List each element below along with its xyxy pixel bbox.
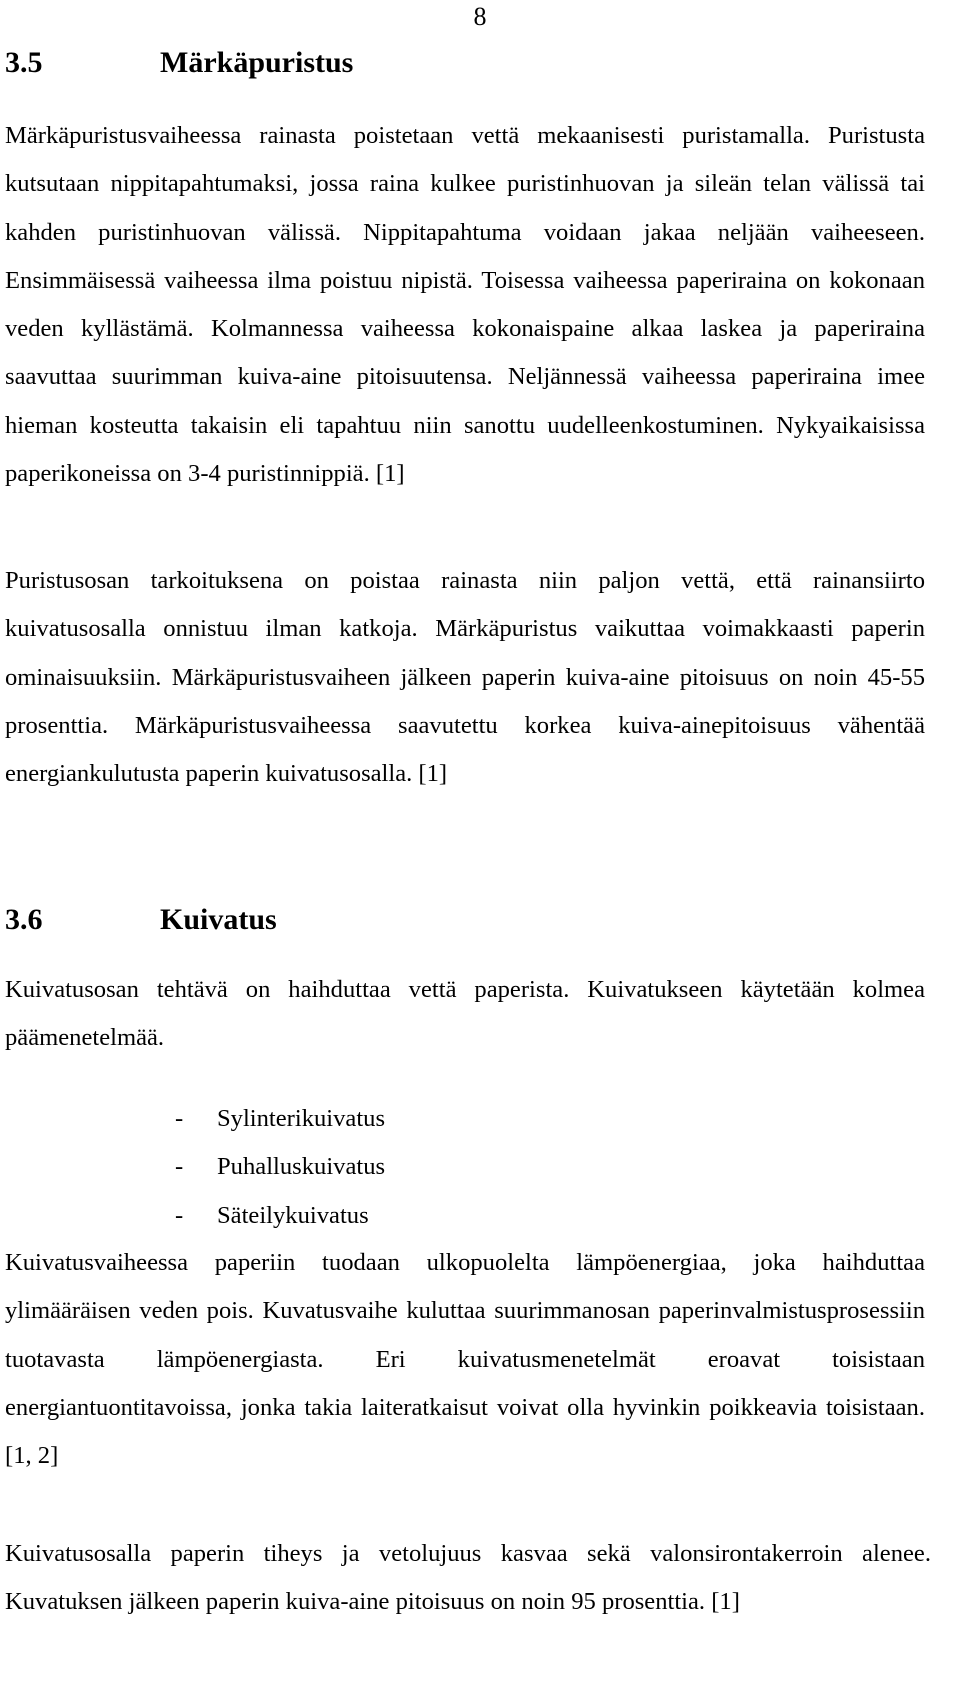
method-list [175,1095,385,1240]
list-marker: - [175,1153,184,1181]
paragraph: Märkäpuristusvaiheessa rainasta poistetaan vettä mekaanisesti puristamalla. Puristusta kutsutaan nippitapahtumaksi, jossa raina kulkee puristinhuovan ja sileän telan välissä tai kahden puristinhuovan välissä. Nippitapahtuma voidaan jakaa neljään vaiheeseen. Ensimmäisessä vaiheessa ilma poistuu nipistä. Toisessa vaiheessa paperiraina on kokonaan veden kyllästämä. Kolmannessa vaiheessa kokonaispaine alkaa laskea ja paperiraina saavuttaa suurimman kuiva-aine pitoisuutensa. Neljännessä vaiheessa paperiraina imee hieman kosteutta takaisin eli tapahtuu niin sanottu uudelleenkostuminen. Nykyaikaisissa paperikoneissa on 3-4 puristinnippiä. [1] [5,122,925,488]
paragraph: Puristusosan tarkoituksena on poistaa rainasta niin paljon vettä, että rainansiirto kuivatusosalla onnistuu ilman katkoja. Märkäpuristus vaikuttaa voimakkaasti paperin ominaisuuksiin. Märkäpuristusvaiheen jälkeen paperin kuiva-aine pitoisuus on noin 45-55 prosenttia. Märkäpuristusvaiheessa saavutettu korkea kuiva-ainepitoisuus vähentää energiankulutusta paperin kuivatusosalla. [1] [5,567,925,788]
section-number: 3.5 [5,46,43,79]
section-title: Märkäpuristus [160,46,354,79]
list-marker: - [175,1105,184,1132]
list-item: - Säteilykuivatus [175,1192,385,1240]
paragraph: Kuivatusvaiheessa paperiin tuodaan ulkopuolelta lämpöenergiaa, joka haihduttaa ylimääräisen veden pois. Kuvatusvaihe kuluttaa suurimmanosan paperinvalmistusprosessiin tuotavasta lämpöenergiasta. Eri kuivatusmenetelmät eroavat toisistaan energiantuontitavoissa, jonka takia laiteratkaisut voivat olla hyvinkin poikkeavia toisistaan. [1, 2] [5,1249,925,1470]
page-number: 8 [473,2,487,31]
section-title: Kuivatus [160,903,277,936]
list-marker: - [175,1201,184,1229]
section-heading-3-5 [5,45,353,81]
section-number: 3.6 [5,903,43,936]
list-item: - Sylinterikuivatus [175,1095,385,1143]
list-item: - Puhalluskuivatus [175,1143,385,1191]
paragraph: Kuivatusosalla paperin tiheys ja vetolujuus kasvaa sekä valonsirontakerroin alenee. Kuvatuksen jälkeen paperin kuiva-aine pitoisuus on noin 95 prosenttia. [1] [5,1540,931,1616]
section-heading-3-6 [5,902,277,938]
paragraph: Kuivatusosan tehtävä on haihduttaa vettä paperista. Kuivatukseen käytetään kolmea päämenetelmää. [5,976,925,1052]
